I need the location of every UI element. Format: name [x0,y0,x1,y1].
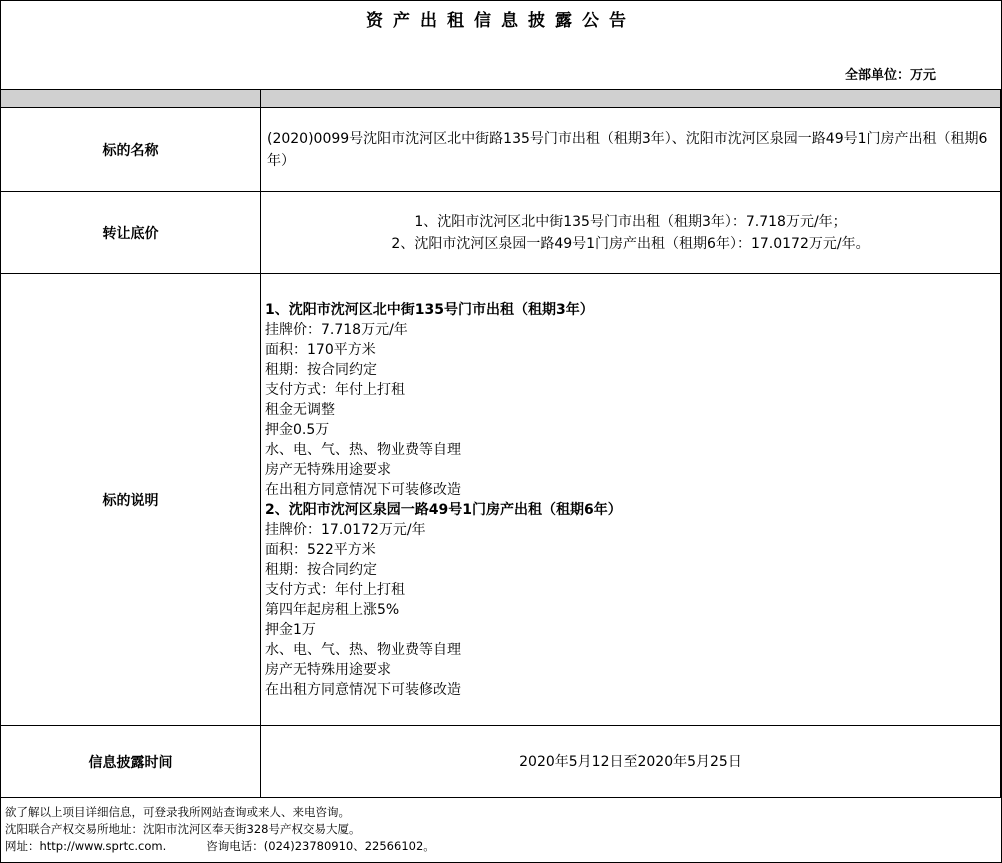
footer-line: 欲了解以上项目详细信息，可登录我所网站查询或来人、来电咨询。 [5,805,350,819]
desc-line: 支付方式：年付上打租 [265,381,405,398]
label-name: 标的名称 [1,108,261,192]
value-time: 2020年5月12日至2020年5月25日 [261,726,1001,798]
table-row-description [1,274,1001,726]
header-cell-right [261,90,1001,108]
desc-line: 房产无特殊用途要求 [265,661,391,678]
desc-line: 在出租方同意情况下可装修改造 [265,481,461,498]
price-line: 1、沈阳市沈河区北中街135号门市出租（租期3年）：7.718万元/年； [414,213,847,230]
desc-line: 押金1万 [265,621,316,638]
label-price: 转让底价 [1,192,261,274]
page-title: 资产出租信息披露公告 [366,11,636,31]
table-row-name [1,108,1001,192]
value-name: (2020)0099号沈阳市沈河区北中街路135号门市出租（租期3年）、沈阳市沈河区泉园一路49号1门房产出租（租期6年） [261,108,1001,192]
desc-line: 押金0.5万 [265,421,330,438]
unit-note: 全部单位：万元 [844,68,936,83]
footer-line: 沈阳联合产权交易所地址：沈阳市沈河区奉天街328号产权交易大厦。 [5,822,361,836]
footer-website: 网址：http://www.sprtc.com. [5,839,167,853]
desc-line: 在出租方同意情况下可装修改造 [265,681,461,698]
info-table [0,89,1001,798]
value-description [261,274,1001,726]
price-line: 2、沈阳市沈河区泉园一路49号1门房产出租（租期6年）：17.0172万元/年。 [391,235,870,252]
desc-line: 租期：按合同约定 [265,561,377,578]
footer-phone: 咨询电话：(024)23780910、22566102。 [206,839,435,853]
value-price [261,192,1001,274]
desc-line: 房产无特殊用途要求 [265,461,391,478]
label-time: 信息披露时间 [1,726,261,798]
footer [5,804,435,855]
table-header-row [1,90,1001,108]
desc-item-heading: 2、沈阳市沈河区泉园一路49号1门房产出租（租期6年） [265,501,622,518]
desc-line: 水、电、气、热、物业费等自理 [265,641,461,658]
desc-item-heading: 1、沈阳市沈河区北中街135号门市出租（租期3年） [265,301,594,318]
footer-contact [5,838,435,855]
table-row-price [1,192,1001,274]
desc-line: 租金无调整 [265,401,335,418]
desc-line: 挂牌价：17.0172万元/年 [265,521,426,538]
desc-line: 租期：按合同约定 [265,361,377,378]
desc-line: 支付方式：年付上打租 [265,581,405,598]
desc-line: 水、电、气、热、物业费等自理 [265,441,461,458]
label-description: 标的说明 [1,274,261,726]
desc-line: 面积：170平方米 [265,341,376,358]
desc-line: 挂牌价：7.718万元/年 [265,321,408,338]
header-cell-left [1,90,261,108]
table-row-time [1,726,1001,798]
desc-line: 面积：522平方米 [265,541,376,558]
desc-line: 第四年起房租上涨5% [265,601,400,618]
